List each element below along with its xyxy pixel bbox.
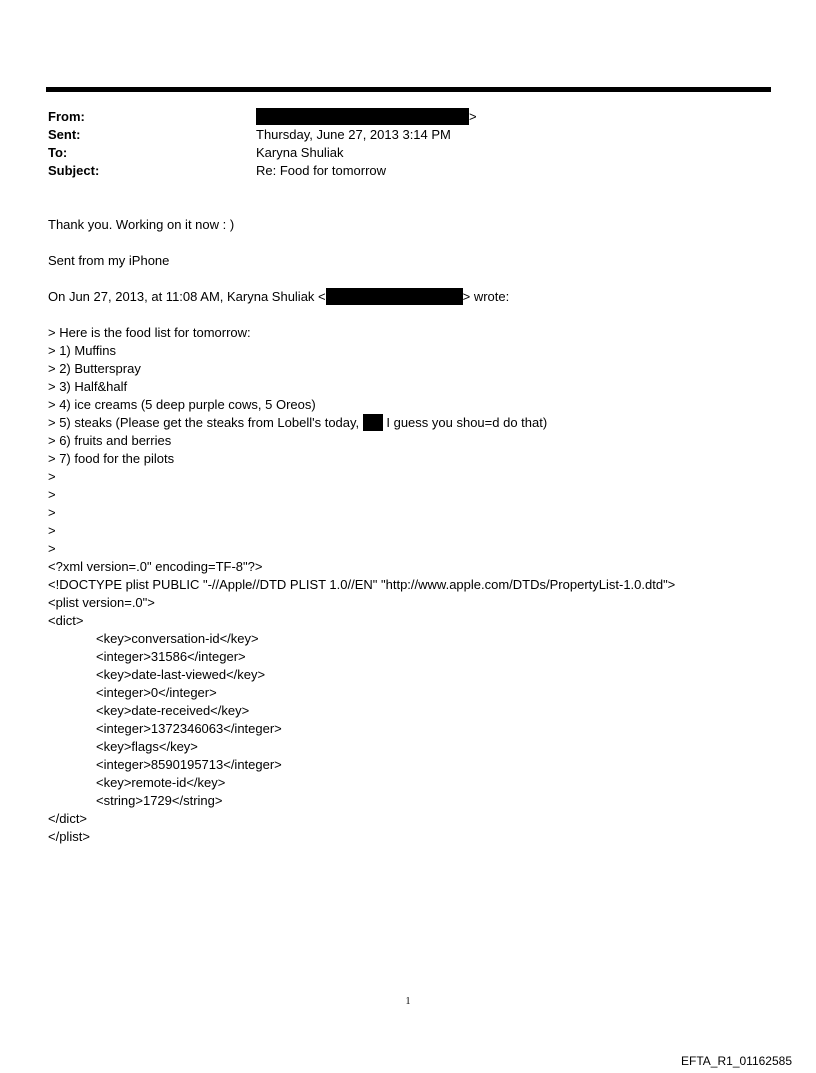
name-redaction [363, 414, 383, 431]
to-label: To: [48, 145, 68, 160]
plist-header-line: <dict> [48, 613, 84, 628]
steaks-prefix: > 5) steaks (Please get the steaks from Lobell's today, [48, 415, 363, 430]
quoted-item: > 2) Butterspray [48, 361, 141, 376]
plist-entry: <key>date-received</key> [96, 703, 250, 718]
plist-entry: <string>1729</string> [96, 793, 223, 808]
quoted-item: > 7) food for the pilots [48, 451, 175, 466]
plist-entry: <integer>31586</integer> [96, 649, 246, 664]
quoted-item: > 6) fruits and berries [48, 433, 172, 448]
quoted-intro: > Here is the food list for tomorrow: [48, 325, 251, 340]
from-redaction [256, 108, 469, 125]
plist-footer-line: </plist> [48, 829, 90, 844]
quoted-item: > 1) Muffins [48, 343, 117, 358]
empty-quote-line: > [48, 541, 56, 556]
email-redaction [326, 288, 463, 305]
empty-quote-line: > [48, 505, 56, 520]
plist-header-line: <!DOCTYPE plist PUBLIC "-//Apple//DTD PLIST 1.0//EN" "http://www.apple.com/DTDs/PropertyList-1.0.dtd"> [48, 577, 676, 592]
signature-line: Sent from my iPhone [48, 253, 170, 268]
header-rule [46, 87, 771, 92]
quoted-item: > 4) ice creams (5 deep purple cows, 5 Oreos) [48, 397, 316, 412]
email-body [48, 216, 788, 846]
email-header [48, 108, 748, 180]
steaks-suffix: I guess you shou=d do that) [382, 415, 548, 430]
quoted-item: > 3) Half&half [48, 379, 128, 394]
plist-entry: <integer>1372346063</integer> [96, 721, 282, 736]
from-value [256, 108, 748, 126]
page-number: 1 [405, 996, 411, 1007]
subject-row [48, 162, 748, 180]
plist-entry: <integer>0</integer> [96, 685, 217, 700]
empty-quote-line: > [48, 523, 56, 538]
plist-entry: <integer>8590195713</integer> [96, 757, 282, 772]
from-suffix: > [469, 109, 477, 124]
sent-label: Sent: [48, 127, 81, 142]
empty-quote-line: > [48, 487, 56, 502]
to-row [48, 144, 748, 162]
empty-quote-line: > [48, 469, 56, 484]
reply-line: Thank you. Working on it now : ) [48, 217, 235, 232]
subject-label: Subject: [48, 163, 100, 178]
plist-entry: <key>remote-id</key> [96, 775, 226, 790]
sent-value: Thursday, June 27, 2013 3:14 PM [256, 127, 451, 142]
quote-intro-prefix: On Jun 27, 2013, at 11:08 AM, Karyna Shuliak < [48, 289, 326, 304]
document-id: EFTA_R1_01162585 [681, 1054, 792, 1068]
sent-row [48, 126, 748, 144]
plist-footer-line: </dict> [48, 811, 88, 826]
plist-header-line: <?xml version=.0" encoding=TF-8"?> [48, 559, 263, 574]
quote-intro-line [48, 288, 788, 306]
plist-entry: <key>conversation-id</key> [96, 631, 259, 646]
from-row [48, 108, 748, 126]
quoted-item-steaks [48, 414, 788, 432]
plist-entry: <key>date-last-viewed</key> [96, 667, 266, 682]
subject-value: Re: Food for tomorrow [256, 163, 387, 178]
from-label: From: [48, 109, 85, 124]
plist-header-line: <plist version=.0"> [48, 595, 155, 610]
plist-entry: <key>flags</key> [96, 739, 198, 754]
quote-intro-suffix: > wrote: [462, 289, 510, 304]
to-value: Karyna Shuliak [256, 145, 344, 160]
